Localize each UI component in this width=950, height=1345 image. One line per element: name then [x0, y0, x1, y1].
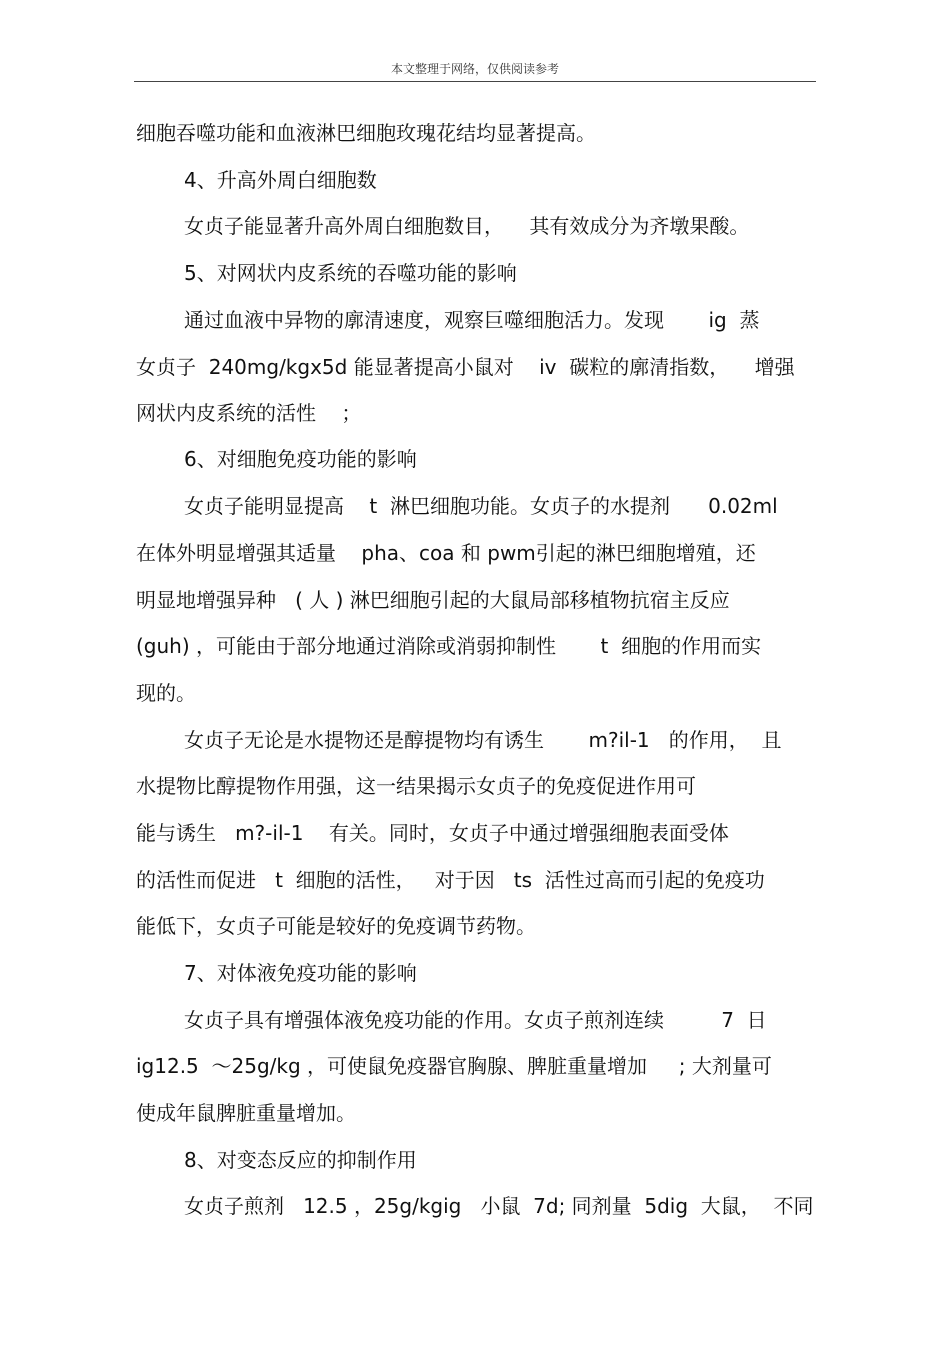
- text-line: 使成年鼠脾脏重量增加。: [136, 1101, 356, 1125]
- text-line: 女贞子能明显提高 t 淋巴细胞功能。女贞子的水提剂 0.02ml: [184, 494, 778, 518]
- text-line: 在体外明显增强其适量 pha、coa 和 pwm引起的淋巴细胞增殖，还: [136, 541, 756, 565]
- section-heading: 6、对细胞免疫功能的影响: [184, 447, 417, 471]
- page-header: 本文整理于网络，仅供阅读参考: [390, 62, 559, 76]
- text-line: 女贞子具有增强体液免疫功能的作用。女贞子煎剂连续 7 日: [184, 1008, 767, 1032]
- text-line: 现的。: [136, 681, 196, 705]
- text-line: 通过血液中异物的廓清速度，观察巨噬细胞活力。发现 ig 蒸: [184, 308, 760, 332]
- text-line: 能低下，女贞子可能是较好的免疫调节药物。: [136, 914, 536, 938]
- text-line: 水提物比醇提物作用强，这一结果揭示女贞子的免疫促进作用可: [136, 774, 696, 798]
- section-heading: 5、对网状内皮系统的吞噬功能的影响: [184, 261, 517, 285]
- section-heading: 7、对体液免疫功能的影响: [184, 961, 417, 985]
- section-heading: 8、对变态反应的抑制作用: [184, 1148, 417, 1172]
- text-line: ig12.5 ～25g/kg ，可使鼠免疫器官胸腺、脾脏重量增加 ; 大剂量可: [136, 1054, 772, 1078]
- text-line: 能与诱生 m?-il-1 有关。同时，女贞子中通过增强细胞表面受体: [136, 821, 729, 845]
- header-divider: [134, 81, 816, 82]
- text-line: 明显地增强异种 ( 人 ) 淋巴细胞引起的大鼠局部移植物抗宿主反应: [136, 588, 730, 612]
- text-line: 女贞子煎剂 12.5 ，25g/kgig 小鼠 7d; 同剂量 5dig 大鼠， 不同: [184, 1194, 814, 1218]
- text-line: 细胞吞噬功能和血液淋巴细胞玫瑰花结均显著提高。: [136, 121, 596, 145]
- text-line: 女贞子 240mg/kgx5d 能显著提高小鼠对 iv 碳粒的廓清指数， 增强: [136, 355, 795, 379]
- text-line: 女贞子能显著升高外周白细胞数目， 其有效成分为齐墩果酸。: [184, 214, 750, 238]
- text-line: 女贞子无论是水提物还是醇提物均有诱生 m?il-1 的作用， 且: [184, 728, 782, 752]
- text-line: 网状内皮系统的活性 ；: [136, 401, 362, 425]
- text-line: 的活性而促进 t 细胞的活性， 对于因 ts 活性过高而引起的免疫功: [136, 868, 765, 892]
- section-heading: 4、升高外周白细胞数: [184, 168, 377, 192]
- text-line: (guh) ，可能由于部分地通过消除或消弱抑制性 t 细胞的作用而实: [136, 634, 762, 658]
